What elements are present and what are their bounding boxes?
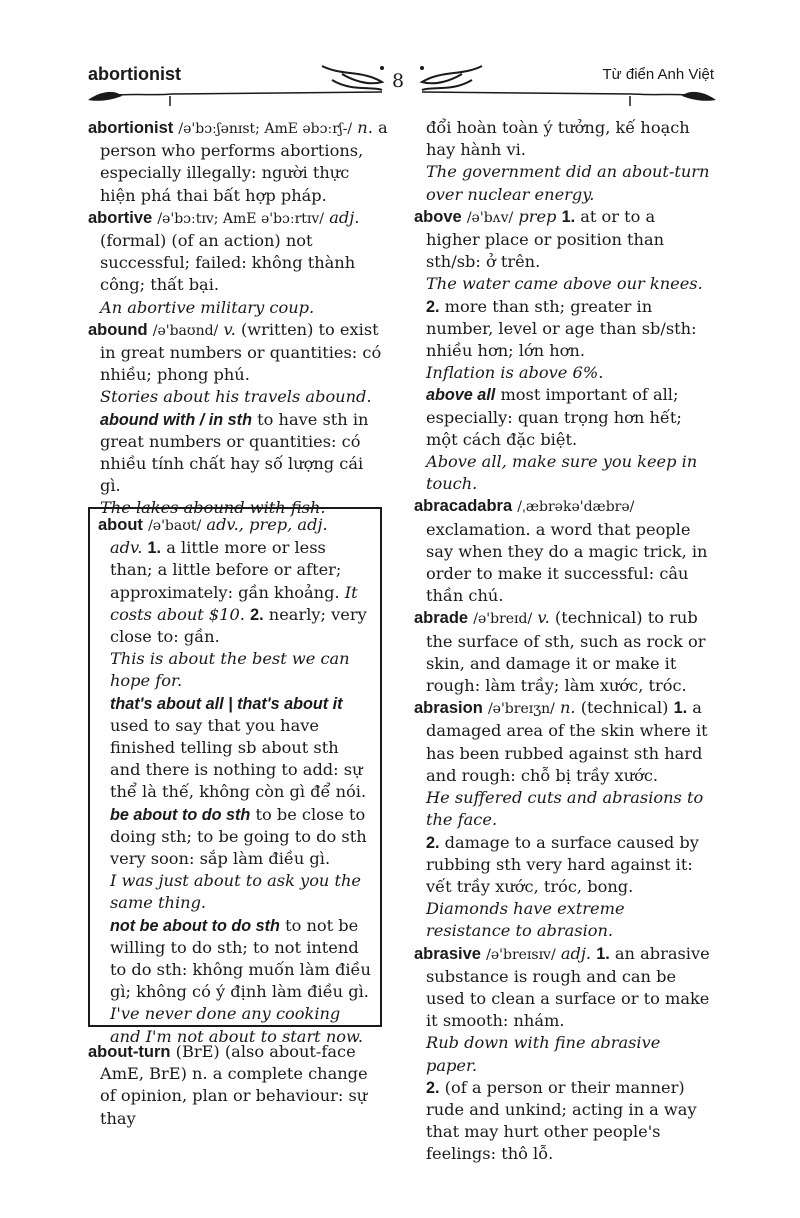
example: I've never done any cooking and I'm not about to start now. [110, 1004, 364, 1046]
idiom-block [88, 409, 388, 498]
sense-number: 2. [426, 833, 440, 852]
part-of-speech: adj. [329, 207, 360, 227]
pronunciation: /ə'bʌv/ [466, 209, 514, 226]
guide-word: abortionist [88, 64, 181, 84]
idiom: abound with / in sth [100, 410, 252, 429]
entry-above [414, 206, 714, 274]
left-column [88, 117, 388, 520]
idiom-definition: most important of all; especially: quan trọng hơn hết; một cách đặc biệt. [426, 385, 682, 449]
about-entry-box [88, 507, 382, 1046]
idiom-definition: to be close to doing sth; to be going to do sth very soon: sắp làm điều gì. [110, 804, 367, 869]
sense-number: 1. [673, 699, 688, 718]
headword: abrasion [414, 699, 483, 718]
idiom-definition: to have sth in great numbers or quantities: có nhiều tính chất hay số lượng cái gì. [100, 409, 369, 496]
entry-abracadabra [414, 495, 714, 607]
definition: (BrE) (also about-face AmE, BrE) n. a complete change of opinion, plan or behaviour: sự thay [100, 1042, 368, 1128]
pronunciation: /ə'breɪʒn/ [487, 701, 555, 718]
sense-number: 1. [147, 539, 162, 558]
example: The government did an about-turn over nuclear energy. [426, 162, 710, 204]
part-of-speech: v. [537, 608, 550, 628]
headword: abrade [414, 609, 469, 628]
entry-abortionist [88, 117, 388, 207]
sense-definition: (of a person or their manner) rude and unkind; acting in a way that may hurt other people's feelings: thô lỗ. [426, 1077, 697, 1164]
page-number: 8 [392, 70, 405, 92]
pronunciation: /ə'bɔːtɪv; AmE ə'bɔːrtɪv/ [157, 210, 325, 227]
definition: (technical) to rub the surface of sth, such as rock or skin, and damage it or make it rough: làm trầy; làm xước, tróc. [426, 608, 706, 696]
sense-block [414, 1077, 714, 1166]
idiom: not be about to do sth [110, 916, 280, 935]
sense-number: 1. [596, 944, 610, 963]
pos-label: adv. [110, 538, 143, 558]
book-title: Từ điển Anh Việt [602, 66, 714, 83]
definition: exclamation. a word that people say when they do a magic trick, in order to make it successful: câu thần chú. [426, 519, 708, 606]
idiom: that's about all | that's about it [110, 694, 343, 713]
part-of-speech: prep [518, 206, 557, 226]
idiom: above all [426, 386, 496, 405]
pronunciation: /ə'baʊnd/ [152, 322, 219, 339]
entry-about-turn-text [88, 1041, 388, 1130]
part-of-speech: adv., prep, adj. [206, 515, 328, 534]
sense-definition: an abrasive substance is rough and can be used to clean a surface or to make it smooth: nhám. [426, 943, 710, 1031]
sense-number: 1. [561, 207, 576, 226]
idiom-definition: to not be willing to do sth; to not intend to do sth: không muốn làm điều gì; không có ý định làm điều gì. [110, 915, 371, 1002]
example: He suffered cuts and abrasions to the face. [426, 788, 704, 830]
entry-abrasive [414, 943, 714, 1033]
idiom-block [98, 693, 372, 804]
entry-abrasion [414, 697, 714, 787]
definition: (formal) (of an action) not successful; failed: không thành công; thất bại. [100, 231, 356, 295]
entry-abortive [88, 207, 388, 297]
pronunciation: /ə'breɪd/ [473, 611, 533, 628]
sense-number: 2. [426, 297, 440, 316]
example: I was just about to ask you the same thing. [110, 871, 362, 913]
definition: (written) to exist in great numbers or quantities: có nhiều; phong phú. [100, 319, 382, 385]
headword: above [414, 207, 462, 226]
example: The water came above our knees. [426, 274, 703, 294]
idiom-block [414, 384, 714, 451]
sense-block [414, 296, 714, 363]
sense-definition: at or to a higher place or position than sth/sb: ở trên. [426, 206, 665, 272]
definition: a person who performs abortions, especially illegally: người thực hiện phá thai bất hợp pháp. [100, 118, 388, 205]
part-of-speech: n. [357, 118, 373, 137]
entry-about-turn [88, 1041, 388, 1130]
example: The lakes abound with fish. [100, 498, 326, 518]
headword: abortionist [88, 119, 174, 137]
pronunciation: /ə'breɪsɪv/ [486, 946, 556, 963]
sense-block [414, 832, 714, 899]
sense-definition: damage to a surface caused by rubbing sth very hard against it: vết trầy xước, tróc, bong. [426, 832, 699, 896]
continued-definition: đổi hoàn toàn ý tưởng, kế hoạch hay hành vi. [426, 118, 690, 160]
headword: about [98, 516, 143, 534]
headword: abound [88, 320, 148, 339]
sense-number: 2. [426, 1078, 440, 1097]
example: It costs about $10. [110, 582, 358, 624]
headword: abracadabra [414, 497, 513, 516]
idiom-block [98, 804, 372, 871]
part-of-speech: n. [560, 698, 576, 718]
example: Above all, make sure you keep in touch. [426, 452, 698, 494]
headword: abrasive [414, 944, 481, 963]
headword: abortive [88, 208, 153, 227]
pronunciation: /ə'baʊt/ [148, 518, 202, 534]
sense-definition: a damaged area of the skin where it has been rubbed against sth hard and rough: chỗ bị trầy xước. [426, 698, 708, 785]
part-of-speech: adj. [560, 943, 592, 963]
pronunciation: /ə'bɔːʃənɪst; AmE əbɔːrʃ-/ [178, 121, 353, 137]
register-label: (technical) [580, 698, 669, 718]
idiom: be about to do sth [110, 805, 251, 824]
example: This is about the best we can hope for. [110, 649, 350, 691]
sense-definition: a little more or less than; a little before or after; approximately: gần khoảng. [110, 538, 342, 602]
example: Diamonds have extreme resistance to abrasion. [426, 899, 625, 941]
sense-block [98, 537, 372, 648]
example: Rub down with fine abrasive paper. [426, 1033, 661, 1075]
sense-definition: nearly; very close to: gần. [110, 604, 367, 647]
idiom-definition: used to say that you have finished telling sb about sth and there is nothing to add: sự thể là thế, không còn gì để nói. [110, 715, 367, 802]
example: Inflation is above 6%. [426, 363, 604, 383]
right-column [414, 117, 714, 1166]
sense-number: 2. [250, 605, 264, 624]
entry-abound [88, 319, 388, 387]
entry-about [98, 514, 372, 537]
example: Stories about his travels abound. [100, 387, 372, 407]
example: An abortive military coup. [100, 297, 315, 317]
headword: about-turn [88, 1043, 171, 1061]
sense-definition: more than sth; greater in number, level or age than sb/sth: nhiều hơn; lớn hơn. [426, 296, 697, 361]
idiom-block [98, 915, 372, 1004]
entry-abrade [414, 607, 714, 697]
pronunciation: /ˌæbrəkə'dæbrə/ [517, 499, 635, 516]
part-of-speech: v. [223, 319, 236, 339]
